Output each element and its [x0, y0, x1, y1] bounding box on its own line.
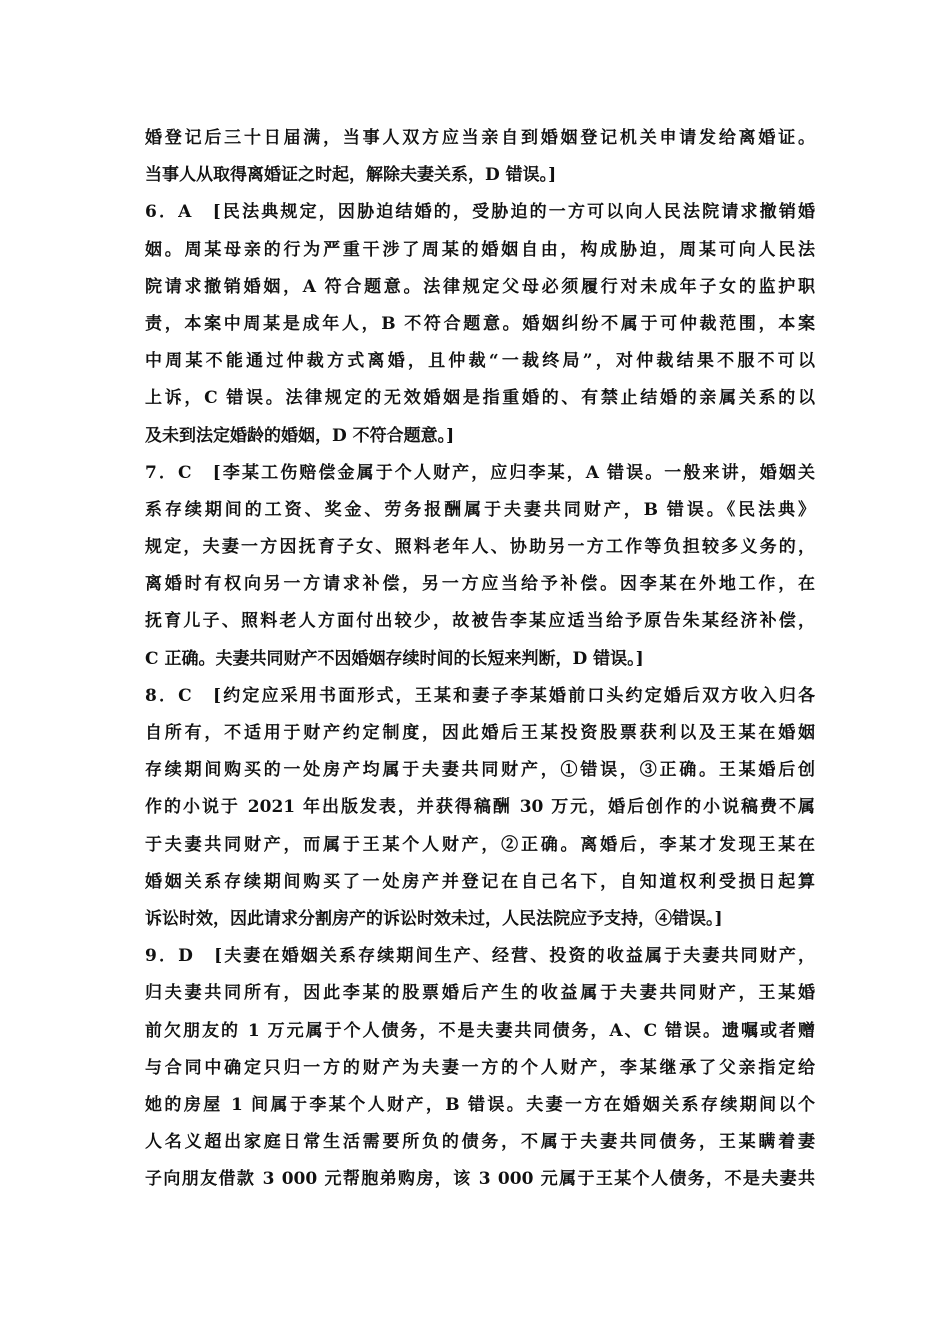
text-line: 6．A [民法典规定，因胁迫结婚的，受胁迫的一方可以向人民法院请求撤销婚	[145, 202, 815, 223]
text-line: 作的小说于 2021 年出版发表，并获得稿酬 30 万元，婚后创作的小说稿费不属	[145, 797, 815, 818]
text-line: 姻。周某母亲的行为严重干涉了周某的婚姻自由，构成胁迫，周某可向人民法	[145, 239, 815, 260]
text-line: 院请求撤销婚姻，A 符合题意。法律规定父母必须履行对未成年子女的监护职	[145, 276, 815, 297]
text-line: 婚姻关系存续期间购买了一处房产并登记在自己名下，自知道权利受损日起算	[145, 871, 815, 892]
text-line: 婚登记后三十日届满，当事人双方应当亲自到婚姻登记机关申请发给离婚证。	[145, 128, 815, 148]
text-line: 7．C [李某工伤赔偿金属于个人财产，应归李某，A 错误。一般来讲，婚姻关	[145, 462, 815, 483]
text-line: 存续期间购买的一处房产均属于夫妻共同财产，①错误，③正确。王某婚后创	[145, 760, 815, 781]
text-line: 当事人从取得离婚证之时起，解除夫妻关系，D 错误。]	[145, 165, 557, 186]
text-line: 于夫妻共同财产，而属于王某个人财产，②正确。离婚后，李某才发现王某在	[145, 834, 815, 855]
text-line: 与合同中确定只归一方的财产为夫妻一方的个人财产，李某继承了父亲指定给	[145, 1057, 815, 1078]
text-line: 规定，夫妻一方因抚育子女、照料老年人、协助另一方工作等负担较多义务的，	[145, 537, 815, 558]
text-line: 系存续期间的工资、奖金、劳务报酬属于夫妻共同财产，B 错误。《民法典》	[145, 499, 815, 520]
text-line: 归夫妻共同所有，因此李某的股票婚后产生的收益属于夫妻共同财产，王某婚	[145, 983, 815, 1004]
text-line: 责，本案中周某是成年人，B 不符合题意。婚姻纠纷不属于可仲裁范围，本案	[145, 313, 815, 334]
text-line: 人名义超出家庭日常生活需要所负的债务，不属于夫妻共同债务，王某瞒着妻	[145, 1132, 815, 1153]
text-line: 抚育儿子、照料老人方面付出较少，故被告李某应适当给予原告朱某经济补偿，	[145, 611, 815, 632]
text-line: C 正确。夫妻共同财产不因婚姻存续时间的长短来判断，D 错误。]	[145, 648, 644, 669]
text-line: 离婚时有权向另一方请求补偿，另一方应当给予补偿。因李某在外地工作，在	[145, 574, 815, 595]
text-line: 诉讼时效，因此请求分割房产的诉讼时效未过，人民法院应予支持，④错误。]	[145, 908, 723, 929]
text-line: 及未到法定婚龄的婚姻，D 不符合题意。]	[145, 425, 455, 446]
text-line: 中周某不能通过仲裁方式离婚，且仲裁“一裁终局”，对仲裁结果不服不可以	[145, 351, 815, 372]
text-line: 前欠朋友的 1 万元属于个人债务，不是夫妻共同债务，A、C 错误。遗嘱或者赠	[145, 1020, 815, 1041]
text-line: 9．D [夫妻在婚姻关系存续期间生产、经营、投资的收益属于夫妻共同财产，	[145, 946, 815, 967]
text-line: 她的房屋 1 间属于李某个人财产，B 错误。夫妻一方在婚姻关系存续期间以个	[145, 1094, 815, 1115]
text-line: 子向朋友借款 3 000 元帮胞弟购房，该 3 000 元属于王某个人债务，不是夫妻共	[145, 1169, 815, 1190]
text-line: 自所有，不适用于财产约定制度，因此婚后王某投资股票获利以及王某在婚姻	[145, 723, 815, 743]
text-line: 8．C [约定应采用书面形式，王某和妻子李某婚前口头约定婚后双方收入归各	[145, 685, 815, 706]
text-line: 上诉，C 错误。法律规定的无效婚姻是指重婚的、有禁止结婚的亲属关系的以	[145, 388, 815, 409]
document-body	[145, 120, 815, 1198]
